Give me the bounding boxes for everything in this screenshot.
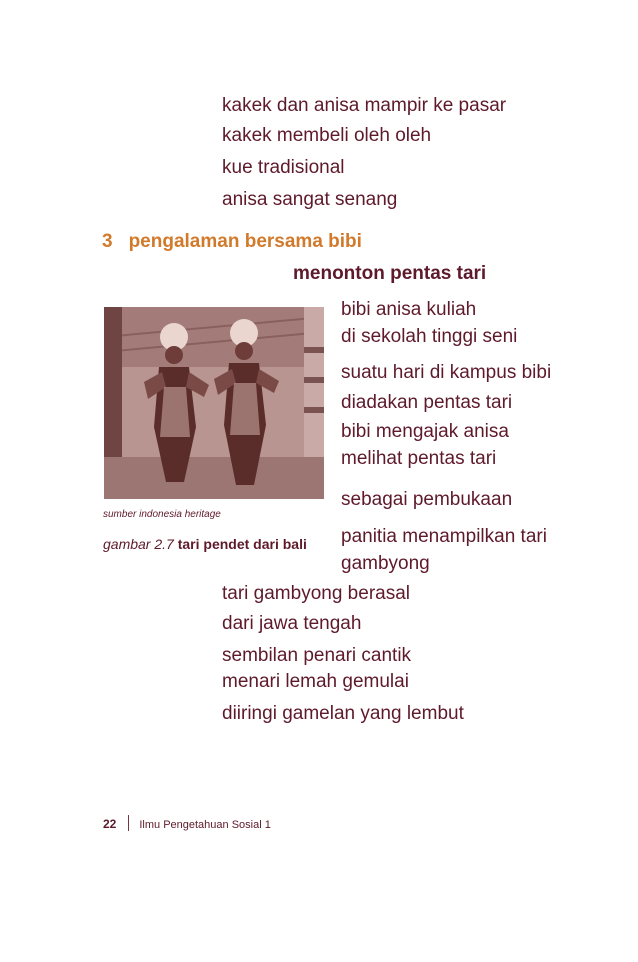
poem-line: panitia menampilkan tari	[341, 526, 547, 547]
footer-divider	[128, 815, 129, 831]
figure-caption	[103, 536, 307, 552]
section-number: 3	[102, 231, 113, 252]
figure-number: gambar 2.7	[103, 536, 174, 552]
poem-line: dari jawa tengah	[222, 613, 362, 634]
poem-title: menonton pentas tari	[293, 263, 487, 284]
poem-line: diiringi gamelan yang lembut	[222, 703, 464, 724]
section-heading	[102, 231, 362, 253]
photo-credit: sumber indonesia heritage	[103, 509, 221, 520]
poem-line: bibi anisa kuliah	[341, 299, 477, 320]
poem-line: kakek membeli oleh oleh	[222, 125, 432, 146]
poem-line: sembilan penari cantik	[222, 645, 412, 666]
poem-line: diadakan pentas tari	[341, 392, 513, 413]
section-title: pengalaman bersama bibi	[128, 231, 362, 252]
poem-line: bibi mengajak anisa	[341, 421, 509, 442]
poem-line: gambyong	[341, 553, 430, 574]
page-footer	[103, 815, 271, 831]
poem-line: sebagai pembukaan	[341, 489, 513, 510]
poem-line: anisa sangat senang	[222, 189, 398, 210]
poem-line: kue tradisional	[222, 157, 345, 178]
poem-line: melihat pentas tari	[341, 448, 497, 469]
page-number: 22	[103, 817, 117, 831]
poem-line: menari lemah gemulai	[222, 671, 409, 692]
figure-title: tari pendet dari bali	[177, 536, 307, 552]
poem-line: kakek dan anisa mampir ke pasar	[222, 95, 507, 116]
poem-line: suatu hari di kampus bibi	[341, 362, 552, 383]
poem-line: tari gambyong berasal	[222, 583, 410, 604]
book-title: Ilmu Pengetahuan Sosial 1	[139, 819, 271, 831]
dancers-photo	[104, 307, 324, 499]
poem-line: di sekolah tinggi seni	[341, 326, 518, 347]
